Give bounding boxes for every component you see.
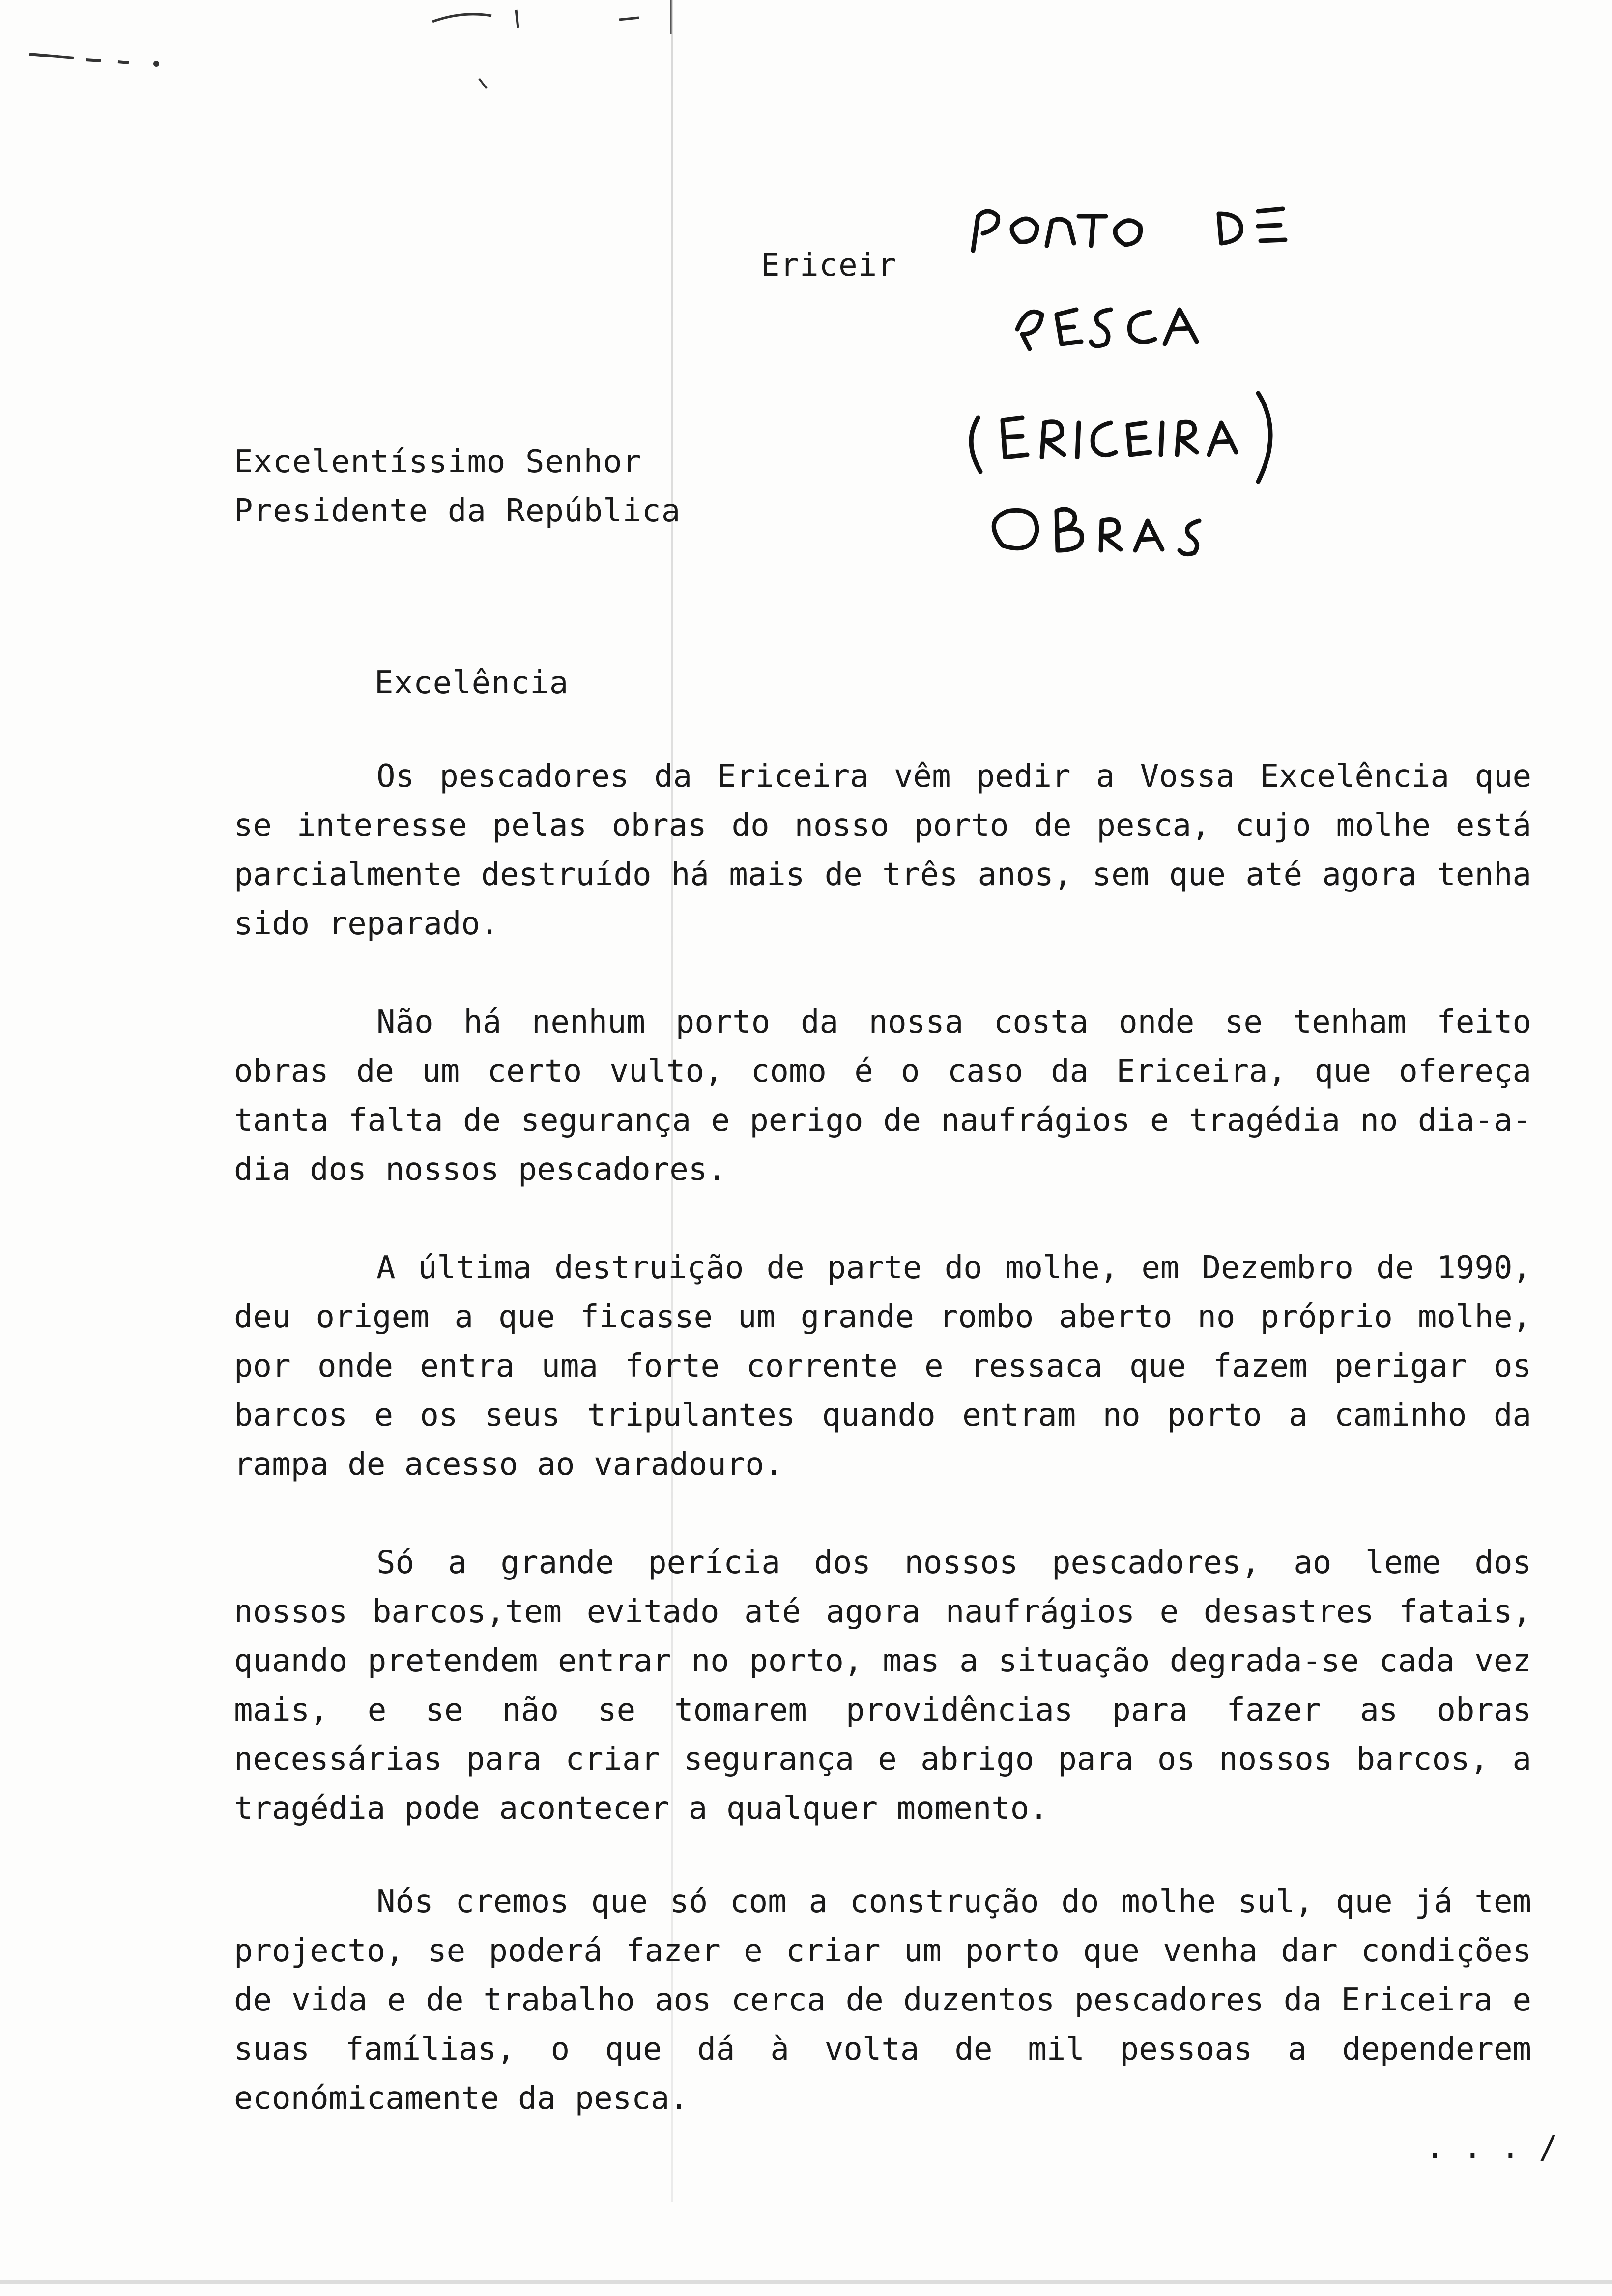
paragraph-2: Não há nenhum porto da nossa costa onde se tenham feito obras de um certo vulto, como é o caso da Ericeira, que ofereça tanta falta de segurança e perigo de naufrágios e tragédia no dia-a-dia dos nossos pescadores. xyxy=(234,1004,1531,1188)
recipient-line-1: Excelentíssimo Senhor xyxy=(234,444,642,480)
paragraph-3: A última destruição de parte do molhe, em Dezembro de 1990, deu origem a que ficasse um grande rombo aberto no próprio molhe, por onde entra uma forte corrente e ressaca que fazem perigar os barcos e os seus tripulantes quando entram no porto a caminho da rampa de acesso ao varadouro. xyxy=(234,1250,1531,1483)
handwritten-annotation xyxy=(944,187,1474,629)
scan-bottom-edge xyxy=(0,2280,1612,2284)
continuation-mark: . . . / xyxy=(1425,2129,1558,2166)
scan-marks xyxy=(0,0,1612,128)
paragraph-4: Só a grande perícia dos nossos pescadores, ao leme dos nossos barcos,tem evitado até agora naufrágios e desastres fatais, quando pretendem entrar no porto, mas a situação degrada-se cada vez mais, e se não se tomarem providências para fazer as obras necessárias para criar segurança e abrigo para os nossos barcos, a tragédia pode acontecer a qualquer momento. xyxy=(234,1545,1531,1827)
place-line: Ericeir xyxy=(761,247,897,284)
paragraph-5: Nós cremos que só com a construção do molhe sul, que já tem projecto, se poderá fazer e criar um porto que venha dar condições de vida e de trabalho aos cerca de duzentos pescadores da Ericeira e suas famílias, o que dá à volta de mil pessoas a dependerem económicamente da pesca. xyxy=(234,1884,1531,2117)
salutation: Excelência xyxy=(374,665,569,701)
paragraph-1: Os pescadores da Ericeira vêm pedir a Vossa Excelência que se interesse pelas obras do nosso porto de pesca, cujo molhe está parcialmente destruído há mais de três anos, sem que até agora tenha sido reparado. xyxy=(234,758,1531,942)
recipient-line-2: Presidente da República xyxy=(234,493,681,529)
svg-text:PORTO DE: PORTO DE xyxy=(953,619,959,620)
